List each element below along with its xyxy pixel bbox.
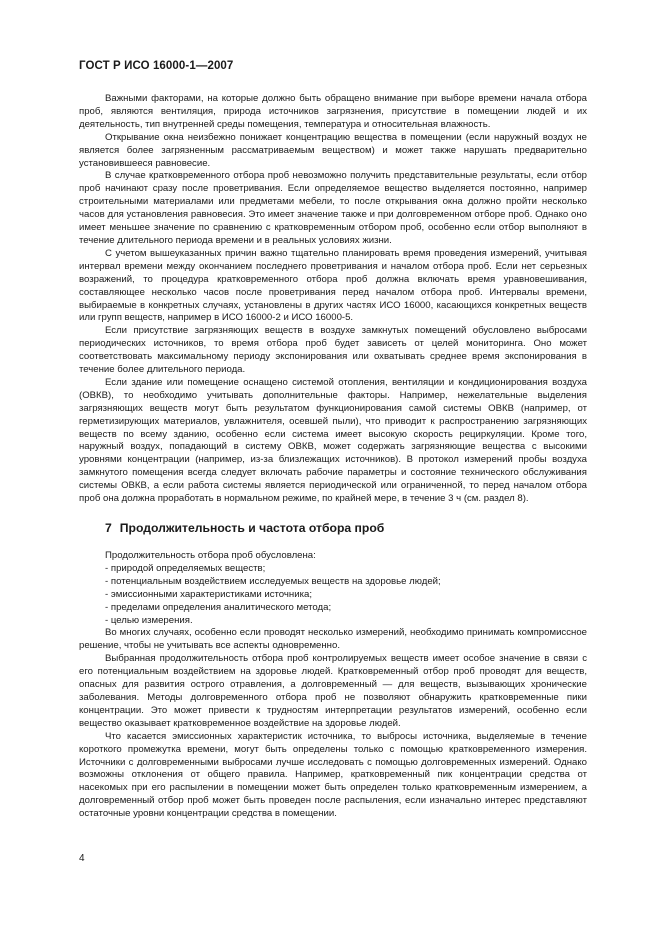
section-title: Продолжительность и частота отбора проб — [119, 521, 385, 535]
paragraph: С учетом вышеуказанных причин важно тщательно планировать время проведения измерений, учитывая интервал времени между окончанием последнего проветривания и началом отбора проб. Если нет серьезных возражений, то процедура кратковременного отбора проб должна включать время уравновешивания, составляющее несколько часов после проветривания перед началом отбора проб. Интервалы времени, выбираемые в конкретных случаях, установлены в других частях ИСО 16000, касающихся конкретных веществ или групп веществ, например в ИСО 16000-2 и ИСО 16000-5. — [79, 247, 587, 324]
page-number: 4 — [79, 853, 85, 864]
paragraph: Во многих случаях, особенно если проводят несколько измерений, необходимо принимать компромиссное решение, чтобы не учитывать все аспекты одновременно. — [79, 627, 587, 652]
factor-list — [79, 563, 587, 628]
document-body — [79, 93, 587, 821]
paragraph: Если присутствие загрязняющих веществ в воздухе замкнутых помещений обусловлено выбросами периодических источников, то время отбора проб будет зависеть от целей мониторинга. Оно может соответствовать максимальному периоду экспонирования или охватывать среднее время экспонирования в течение более длительного периода. — [79, 325, 587, 376]
list-item: - эмиссионными характеристиками источника; — [105, 589, 587, 602]
list-intro: Продолжительность отбора проб обусловлена: — [105, 550, 316, 561]
paragraph: Важными факторами, на которые должно быть обращено внимание при выборе времени начала отбора проб, являются вентиляция, природа источников загрязнения, присутствие в помещении людей и их деятельность, тип внутренней среды помещения, температура и относительная влажность. — [79, 93, 587, 130]
list-item: - целью измерения. — [105, 615, 587, 628]
section-number: 7 — [105, 521, 112, 535]
paragraph: Выбранная продолжительность отбора проб контролируемых веществ имеет особое значение в связи с его потенциальным воздействием на здоровье людей. Кратковременный отбор проб проводят для веществ, опасных для развития острого отравления, а долговременный — для веществ, вызывающих хронические заболевания. Методы долговременного отбора проб не позволяют обнаружить кратковременные пики концентрации. Это может привести к трудностям интерпретации результатов измерений, особенно если вещество оказывает кратковременное воздействие на здоровье людей. — [79, 653, 587, 729]
paragraph: Что касается эмиссионных характеристик источника, то выбросы источника, выделяемые в течение короткого промежутка времени, могут быть определены только с помощью кратковременного измерения. Источники с долговременными выбросами лучше исследовать с помощью долговременных измерений. Однако возможны отклонения от общего правила. Например, кратковременный пик концентрации средства от насекомых при его распылении в помещении может быть определен только кратковременным измерением, а долговременный отбор проб может быть проведен после распыления, если изначально интерес представляют остаточные уровни концентрации средства в помещении. — [79, 730, 587, 820]
list-item: - потенциальным воздействием исследуемых веществ на здоровье людей; — [105, 576, 587, 589]
paragraph: Открывание окна неизбежно понижает концентрацию вещества в помещении (если наружный воздух не является более загрязненным рассматриваемым веществом) и может также нарушать предварительно установившееся равновесие. — [79, 131, 587, 169]
list-item: - природой определяемых веществ; — [105, 563, 587, 576]
paragraph: Если здание или помещение оснащено системой отопления, вентиляции и кондиционирования воздуха (ОВКВ), то необходимо учитывать дополнительные факторы. Например, нежелательные выделения загрязняющих веществ могут быть результатом функционирования самой системы ОВКВ (например, от герметизирующих материалов, увлажнителя, осевшей пыли), что приводит к распространению загрязняющих веществ по всему зданию, особенно если система имеет высокую скорость рециркуляции. Кроме того, наружный воздух, попадающий в систему ОВКВ, может содержать загрязняющие вещества с высокими уровнями концентрации (например, из-за близлежащих источников). В протокол измерений пробы воздуха замкнутого помещения всегда следует включать рабочие параметры и состояние технического обслуживания системы ОВКВ, а если работа системы является периодической или ограниченной, то перед началом отбора проб она должна проработать в нормальном режиме, по крайней мере, в течение 3 ч (см. раздел 8). — [79, 376, 587, 505]
section-heading — [105, 521, 587, 536]
list-item: - пределами определения аналитического метода; — [105, 602, 587, 615]
paragraph: В случае кратковременного отбора проб невозможно получить представительные результаты, если отбор проб начинают сразу после проветривания. Если определяемое вещество выделяется постоянно, например строительными материалами или предметами мебели, то после открывания окна должно пройти несколько часов для установления равновесия. Это имеет значение также и при долговременном отборе проб. Однако оно имеет меньшее значение по сравнению с кратковременным отбором проб, особенно если отбор выполняют в течение длительного периода времени и в реальных условиях жизни. — [79, 170, 587, 246]
document-header: ГОСТ Р ИСО 16000-1—2007 — [79, 60, 234, 72]
